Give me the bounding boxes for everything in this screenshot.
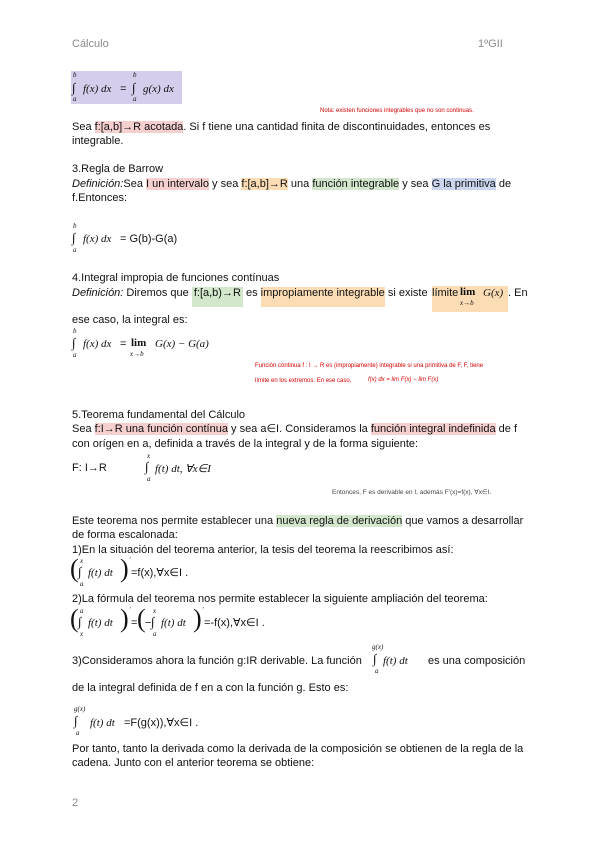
impropia-formula-lhs: f(x) dx: [83, 338, 112, 350]
integral-sign: ∫: [72, 80, 76, 95]
integral-sign: ∫: [78, 564, 82, 579]
highlight-impropiamente: impropiamente integrable: [261, 287, 385, 307]
definition-label: Definición:: [72, 178, 124, 190]
paren-left: (: [70, 554, 79, 583]
impropia-note-line2: límite en los extremos. En ese caso,: [255, 378, 352, 384]
impropia-formula-rhs: G(x) − G(a): [155, 338, 209, 350]
barrow-definition: [72, 177, 511, 191]
nota-note: Nota: existen funciones integrables que no son continuas.: [320, 108, 474, 114]
minus-sign: −: [145, 617, 152, 629]
limite-label: límite: [432, 287, 459, 299]
integral-sign: ∫: [78, 614, 82, 629]
paragraph-acotada: [72, 120, 527, 148]
text: es: [242, 287, 261, 299]
header-title: Cálculo: [72, 38, 109, 50]
lower-limit: a: [73, 95, 77, 103]
highlight-funcion: f:[a,b]→R: [241, 178, 288, 190]
integral-sign: ∫: [72, 335, 76, 350]
f2-rhs: =-f(x),∀x∈I .: [204, 617, 265, 629]
tfc-def-formula: f(t) dt, ∀x∈I: [155, 463, 211, 475]
lower-limit: a: [147, 475, 151, 483]
integral-sign: ∫: [145, 459, 149, 474]
text: Sea: [123, 178, 146, 190]
formula-equals: =: [131, 617, 138, 629]
highlight-indefinida: función integral indefinida: [370, 423, 496, 435]
text: una: [287, 178, 313, 190]
upper-limit: x: [80, 557, 84, 565]
f3-rhs: =F(g(x)),∀x∈I .: [124, 717, 199, 729]
highlight-intervalo: I un intervalo: [146, 178, 209, 190]
upper-limit: x: [153, 607, 157, 615]
definition-label: Definición:: [72, 287, 124, 299]
paren-right: ): [193, 604, 202, 633]
text: y sea: [208, 178, 242, 190]
text: y sea a∈I. Consideramos la: [227, 423, 371, 435]
formula-rhs: g(x) dx: [143, 83, 174, 95]
text: Sea: [72, 423, 95, 435]
item-3-line2: de la integral definida de f en a con la función g. Esto es:: [72, 682, 349, 694]
prime-mark: ': [129, 606, 131, 614]
formula-lhs: f(x) dx: [83, 83, 112, 95]
highlight-primitiva: G la primitiva: [431, 178, 496, 190]
prime-mark: ': [129, 556, 131, 564]
lower-limit: a: [375, 667, 379, 675]
item-3-b: es una composición: [428, 655, 526, 667]
paren-left: (: [70, 604, 79, 633]
text: Diremos que: [123, 287, 192, 299]
lim-subscript: x→b: [460, 299, 474, 307]
f3-integrand: f(t) dt: [90, 717, 115, 729]
integral-sign: ∫: [373, 651, 377, 666]
conclusion-line2: cadena. Junto con el anterior teorema se obtiene:: [72, 757, 315, 769]
integral-sign: ∫: [72, 230, 76, 245]
impropia-note-formula: f(x) dx = lim F(x) − lim F(x): [368, 377, 439, 383]
f2-integrand: f(t) dt: [88, 617, 113, 629]
page-number: 2: [72, 797, 79, 809]
integral-sign: ∫: [151, 614, 155, 629]
conclusion-line1: Por tanto, tanto la derivada como la derivada de la composición se obtienen de la regla de la: [72, 743, 524, 755]
highlight-acotada: f:[a,b]→R acotada: [94, 121, 184, 133]
impropia-line2: ese caso, la integral es:: [72, 314, 188, 326]
highlight-integrable: función integrable: [312, 178, 400, 190]
item-2: 2)La fórmula del teorema nos permite establecer la siguiente ampliación del teorema:: [72, 593, 488, 605]
text: que vamos a desarrollar: [402, 515, 524, 527]
formula-equals: =: [120, 338, 127, 350]
nueva-regla-line1: [72, 514, 523, 528]
lim-subscript: x→b: [130, 350, 144, 358]
highlight-nueva-regla: nueva regla de derivación: [276, 515, 403, 527]
lim-operator: lim: [460, 286, 476, 298]
lower-limit: a: [73, 351, 77, 359]
tfc-line2: con orígen en a, definida a través de la integral y de la forma siguiente:: [72, 438, 419, 450]
text: de f: [495, 423, 517, 435]
nueva-regla-line2: de forma escalonada:: [72, 529, 178, 541]
tfc-line1: [72, 422, 517, 436]
lower-limit: a: [80, 580, 84, 588]
upper-limit: b: [133, 71, 137, 79]
upper-limit: b: [73, 327, 77, 335]
highlight-continua: f:I→R una función contínua: [94, 423, 228, 435]
item3-integrand: f(t) dt: [383, 655, 408, 667]
tfc-note: Entonces, F es derivable en I, además F'(x)=f(x), ∀x∈I.: [332, 489, 492, 496]
barrow-formula-lhs: f(x) dx: [83, 233, 112, 245]
barrow-formula-rhs: = G(b)-G(a): [120, 233, 178, 245]
upper-limit: x: [147, 452, 151, 460]
text: de: [495, 178, 512, 190]
upper-limit: b: [73, 71, 77, 79]
impropia-note-line1: Función continua f : I → R es (impropiamente) integrable si una primitiva de F, F, tiene: [255, 363, 484, 369]
highlight-funcion: f:[a,b)→R: [192, 287, 243, 307]
lower-limit: x: [80, 630, 84, 638]
f2-integrand: f(t) dt: [161, 617, 186, 629]
section-heading-tfc: 5.Teorema fundamental del Cálculo: [72, 409, 246, 421]
barrow-line2: f.Entonces:: [72, 192, 128, 204]
integral-sign: ∫: [74, 713, 78, 728]
lower-limit: a: [73, 246, 77, 254]
limit-function: G(x): [483, 287, 504, 299]
formula-equals: =: [120, 83, 127, 95]
item-1: 1)En la situación del teorema anterior, la tesis del teorema la reescribimos así:: [72, 544, 454, 556]
lower-limit: a: [133, 95, 137, 103]
lower-limit: a: [76, 729, 80, 737]
upper-limit: g(x): [74, 705, 86, 713]
section-heading-barrow: 3.Regla de Barrow: [72, 163, 164, 175]
header-course: 1ºGII: [478, 38, 503, 50]
integral-sign: ∫: [132, 80, 136, 95]
text: Sea: [72, 121, 95, 133]
text: Este teorema nos permite establecer una: [72, 515, 277, 527]
item-3-a: 3)Consideramos ahora la función g:IR derivable. La función: [72, 655, 362, 667]
lim-operator: lim: [131, 337, 147, 349]
f1-integrand: f(t) dt: [88, 567, 113, 579]
prime-mark: ': [202, 606, 204, 614]
upper-limit: g(x): [372, 643, 384, 651]
impropia-definition: [72, 286, 428, 300]
section-heading-impropia: 4.Integral impropia de funciones contínuas: [72, 272, 280, 284]
f1-rhs: =f(x),∀x∈I .: [131, 567, 189, 579]
upper-limit: a: [80, 607, 84, 615]
text: . Si f tiene una cantidad finita de discontinuidades, entonces es integrable.: [72, 121, 491, 147]
paren-right: ): [120, 554, 129, 583]
paren-left: (: [137, 604, 146, 633]
lower-limit: a: [153, 630, 157, 638]
upper-limit: b: [73, 222, 77, 230]
text: y sea: [399, 178, 432, 190]
text: si existe: [384, 287, 428, 299]
paren-right: ): [120, 604, 129, 633]
tfc-def-F: F: I→R: [72, 462, 107, 474]
text: . En: [508, 287, 528, 299]
